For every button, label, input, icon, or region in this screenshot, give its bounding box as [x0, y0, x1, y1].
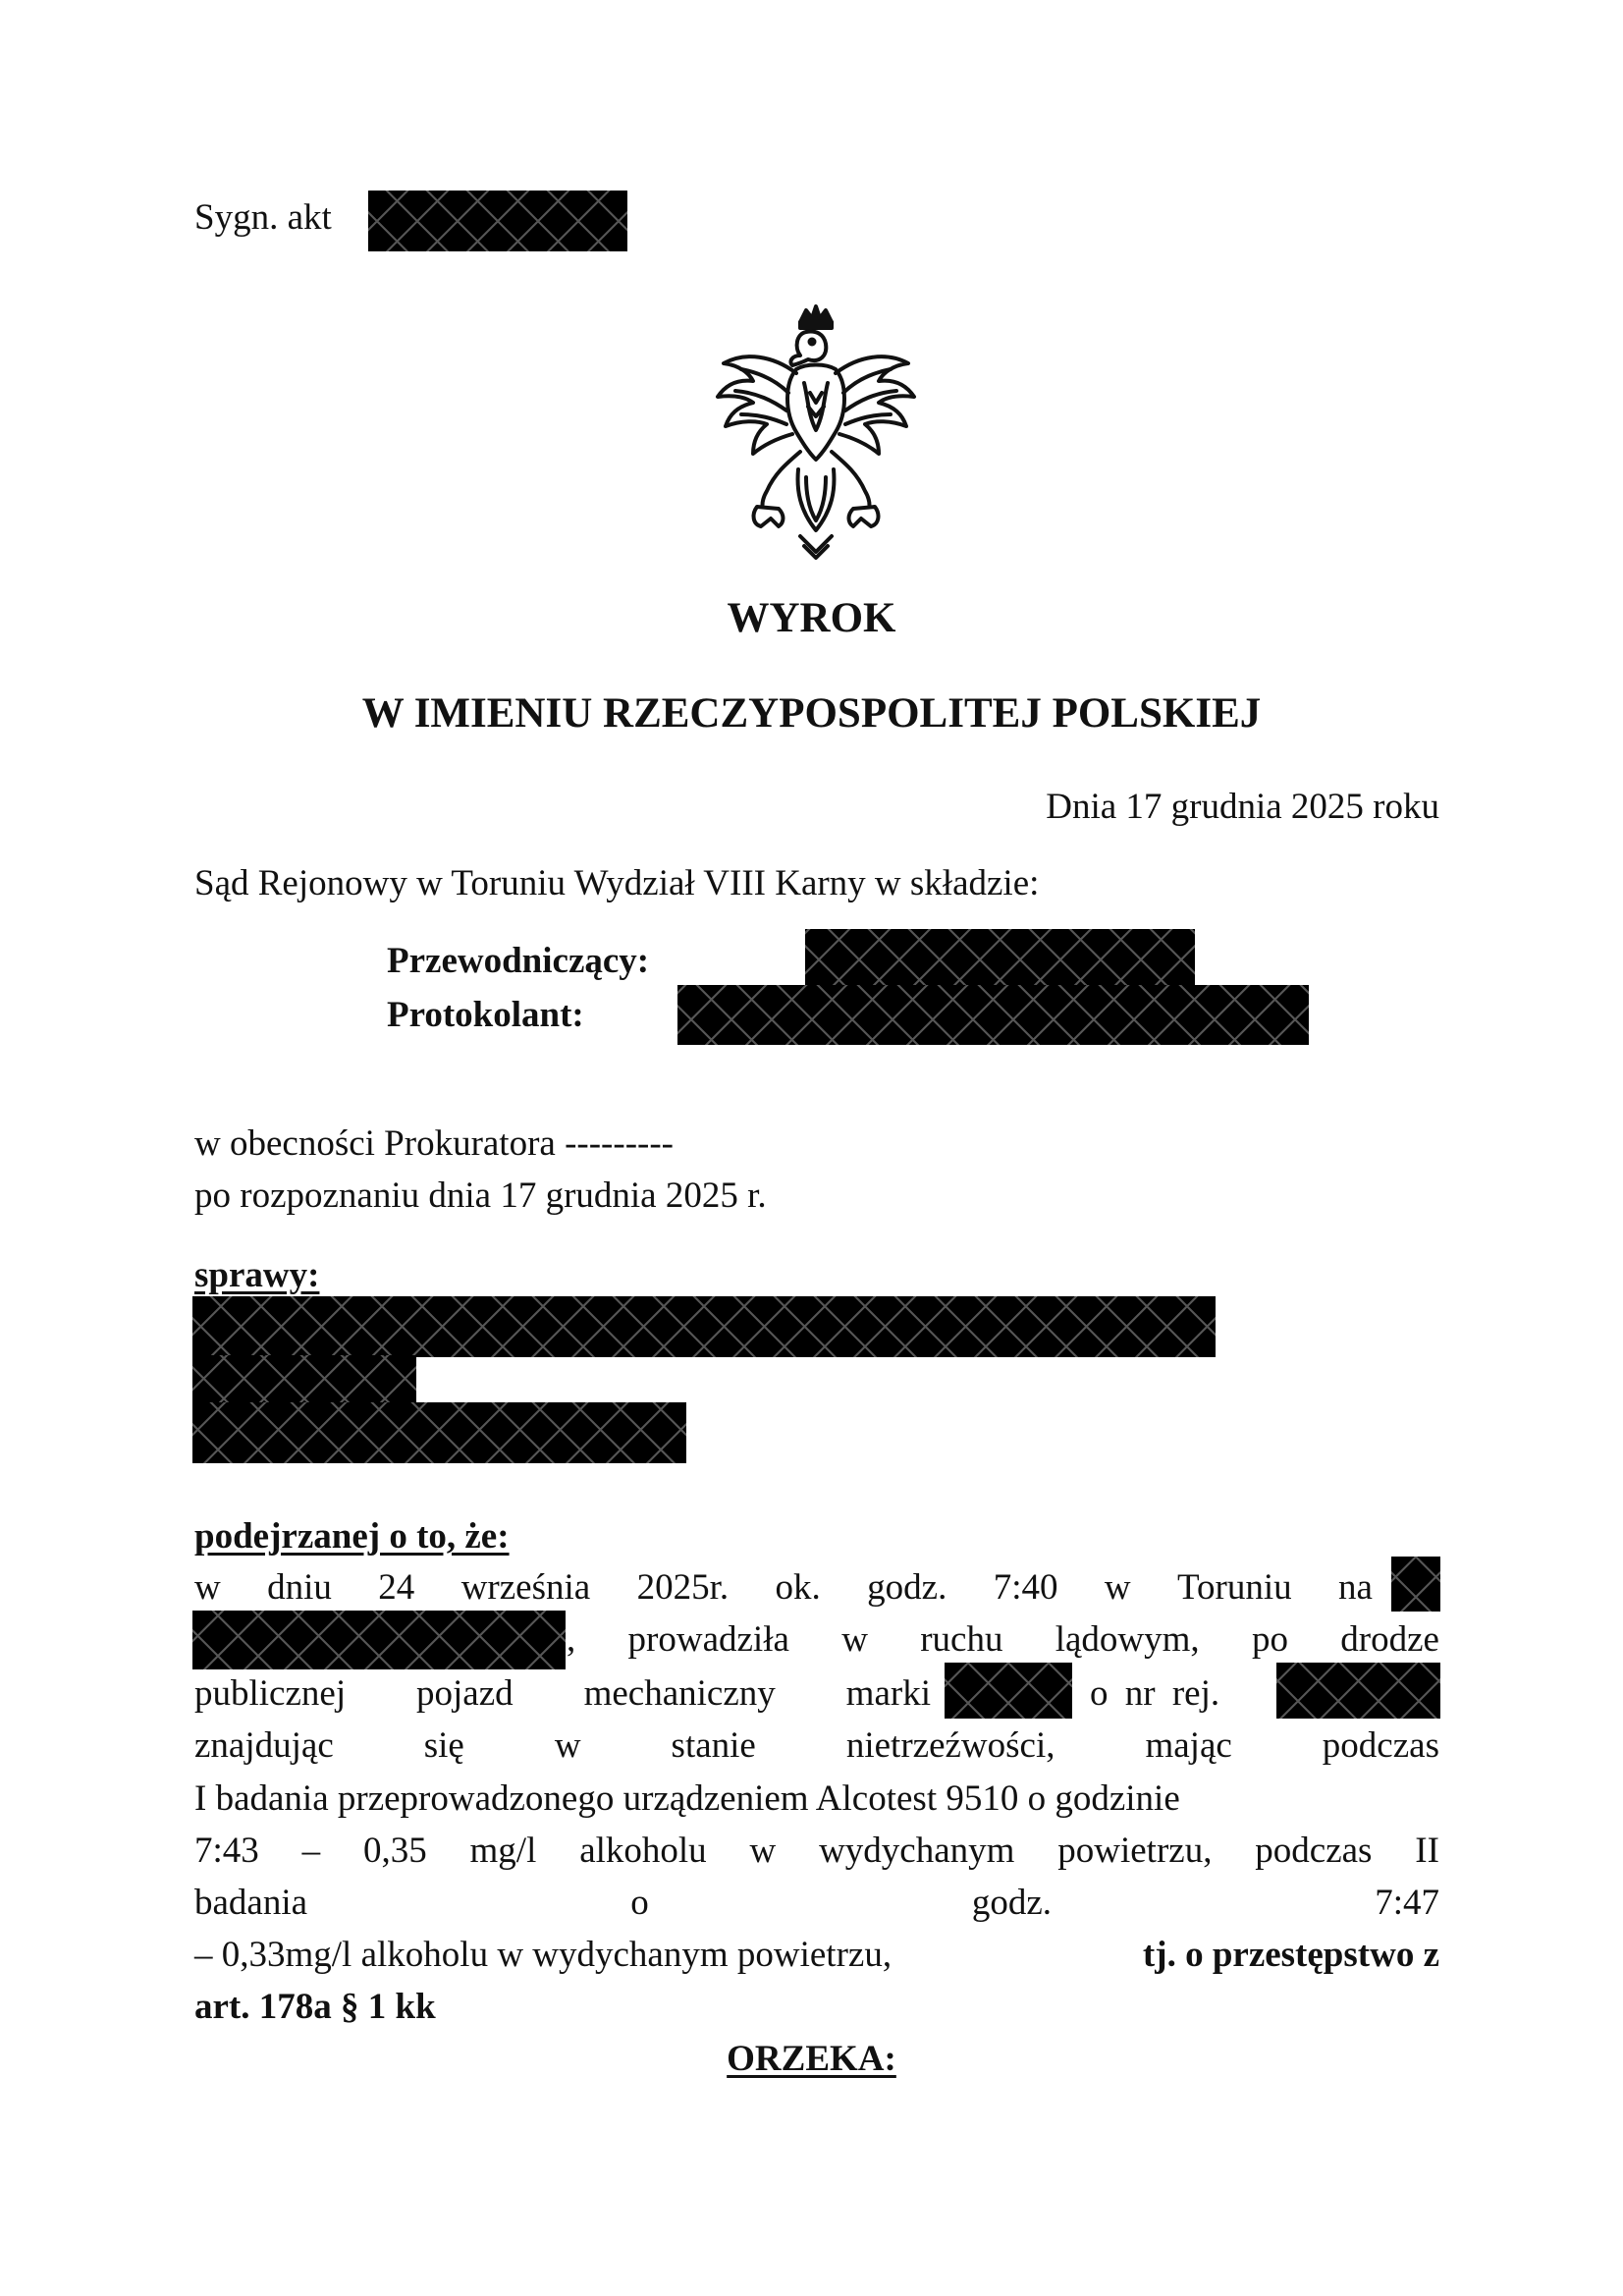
- redacted-chair-name: [805, 929, 1195, 985]
- charge-line-1: [194, 1566, 1373, 1609]
- redacted-case-party-line-1: [192, 1296, 1216, 1357]
- charge-word: godz.: [867, 1567, 947, 1608]
- charge-label: podejrzanej o to, że:: [194, 1516, 510, 1557]
- charge-word: mg/l: [469, 1831, 537, 1871]
- charge-word: znajdując: [194, 1725, 334, 1766]
- redacted-location-part-2: [192, 1611, 566, 1669]
- charge-word: marki: [845, 1673, 931, 1714]
- charge-word: ruchu: [920, 1619, 1003, 1660]
- charge-word: ,: [567, 1619, 576, 1660]
- charge-word: powietrzu,: [1057, 1831, 1213, 1871]
- charge-word: pojazd: [416, 1673, 514, 1714]
- redacted-vehicle-make: [945, 1663, 1072, 1719]
- charge-word: prowadziła: [627, 1619, 789, 1660]
- charge-word: nietrzeźwości,: [845, 1725, 1055, 1766]
- charge-word: 24: [378, 1567, 415, 1608]
- charge-word: mając: [1145, 1725, 1232, 1766]
- redacted-clerk-name: [677, 985, 1309, 1045]
- charge-word: godz.: [971, 1883, 1053, 1923]
- judgment-date: Dnia 17 grudnia 2025 roku: [1046, 787, 1439, 827]
- charge-word: po: [1251, 1619, 1288, 1660]
- charge-word: publicznej: [194, 1673, 347, 1714]
- charge-word: podczas: [1255, 1831, 1373, 1871]
- charge-word: 0,35: [362, 1831, 427, 1871]
- charge-line-8: [194, 1934, 1439, 1976]
- charge-word: w: [749, 1831, 777, 1871]
- registration-label: o nr rej.: [1090, 1673, 1220, 1714]
- charge-word: 7:47: [1375, 1883, 1439, 1923]
- chair-label: Przewodniczący:: [387, 941, 650, 981]
- redacted-registration-number: [1276, 1663, 1440, 1719]
- charge-word: w: [1104, 1567, 1131, 1608]
- redacted-case-number: [368, 191, 627, 251]
- charge-word: Toruniu: [1177, 1567, 1292, 1608]
- charge-word: ok.: [775, 1567, 821, 1608]
- charge-word: 2025r.: [636, 1567, 730, 1608]
- court-composition-line: Sąd Rejonowy w Toruniu Wydział VIII Karny w składzie:: [194, 863, 1040, 903]
- charge-word: na: [1338, 1567, 1373, 1608]
- clerk-label: Protokolant:: [387, 995, 584, 1035]
- charge-word: o: [630, 1883, 649, 1923]
- charge-word: II: [1415, 1831, 1439, 1871]
- offense-qualification: tj. o przestępstwo z: [1142, 1935, 1439, 1975]
- charge-line-2: [567, 1618, 1439, 1661]
- charge-word: września: [460, 1567, 591, 1608]
- judgment-title: WYROK: [727, 595, 896, 641]
- charge-word: badania: [194, 1883, 308, 1923]
- verdict-label: ORZEKA:: [727, 2039, 896, 2079]
- charge-word: lądowym,: [1055, 1619, 1200, 1660]
- prosecutor-presence-line: w obecności Prokuratora ---------: [194, 1123, 674, 1164]
- charge-line-3: [194, 1672, 931, 1715]
- judgment-subtitle: W IMIENIU RZECZYPOSPOLITEJ POLSKIEJ: [361, 690, 1262, 737]
- polish-eagle-emblem-icon: [702, 304, 930, 579]
- charge-word: podczas: [1322, 1725, 1439, 1766]
- case-signature-label: Sygn. akt: [194, 197, 332, 238]
- charge-word: w: [841, 1619, 868, 1660]
- charge-word: dniu: [267, 1567, 332, 1608]
- charge-word: 7:43: [194, 1831, 259, 1871]
- charge-text: – 0,33mg/l alkoholu w wydychanym powietrzu,: [194, 1935, 893, 1975]
- charge-line-4: [194, 1724, 1439, 1767]
- charge-word: w: [194, 1567, 221, 1608]
- redacted-case-party-line-2: [192, 1355, 416, 1406]
- redacted-location-part-1: [1391, 1557, 1440, 1612]
- charge-line-5: I badania przeprowadzonego urządzeniem Alcotest 9510 o godzinie: [194, 1778, 1180, 1819]
- charge-word: drodze: [1340, 1619, 1439, 1660]
- charge-word: się: [423, 1725, 464, 1766]
- hearing-date-line: po rozpoznaniu dnia 17 grudnia 2025 r.: [194, 1175, 767, 1216]
- charge-word: –: [301, 1831, 321, 1871]
- charge-word: alkoholu: [579, 1831, 707, 1871]
- charge-line-7: [194, 1882, 1439, 1924]
- case-label: sprawy:: [194, 1255, 320, 1295]
- charge-word: wydychanym: [819, 1831, 1015, 1871]
- charge-word: w: [554, 1725, 581, 1766]
- charge-word: stanie: [671, 1725, 756, 1766]
- offense-article: art. 178a § 1 kk: [194, 1987, 436, 2027]
- charge-word: mechaniczny: [583, 1673, 776, 1714]
- charge-word: 7:40: [993, 1567, 1058, 1608]
- charge-line-6: [194, 1830, 1439, 1872]
- redacted-case-party-line-3: [192, 1402, 686, 1463]
